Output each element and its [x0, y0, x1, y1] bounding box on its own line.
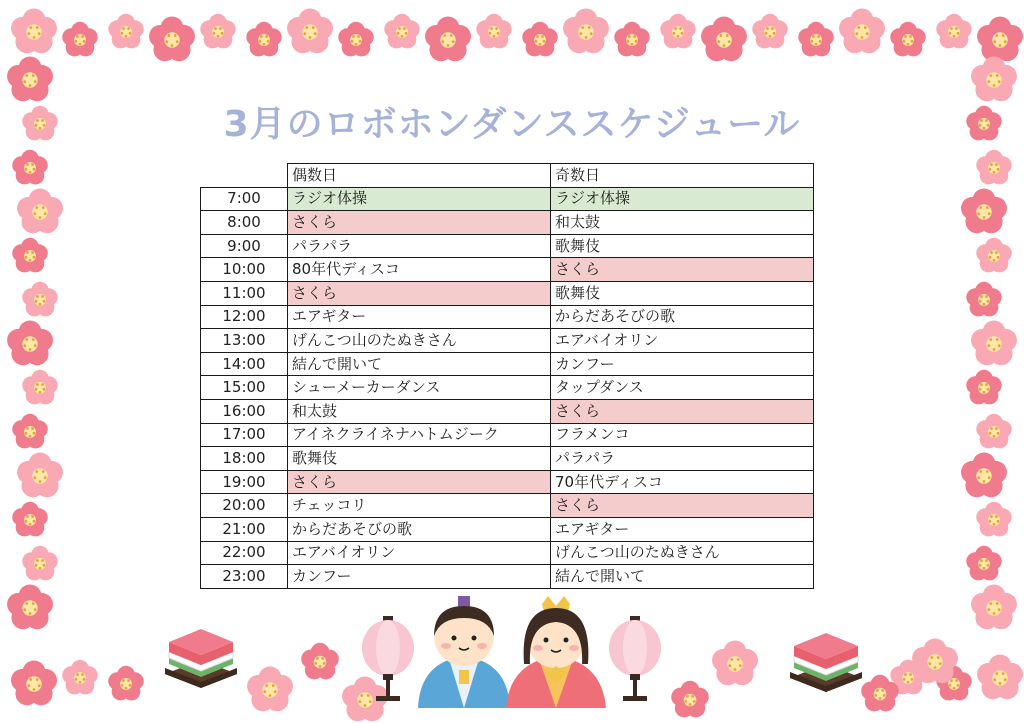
time-cell: 21:00	[201, 517, 288, 541]
odd-day-cell: タップダンス	[551, 376, 814, 400]
header-odd-days: 奇数日	[551, 164, 814, 188]
even-day-cell: エアバイオリン	[288, 541, 551, 565]
even-day-cell: さくら	[288, 281, 551, 305]
table-row	[201, 258, 814, 282]
time-cell: 22:00	[201, 541, 288, 565]
plum-blossom-icon	[701, 16, 747, 61]
plum-blossom-icon	[12, 502, 47, 537]
even-day-cell: さくら	[288, 211, 551, 235]
plum-blossom-icon	[247, 666, 293, 711]
table-row	[201, 565, 814, 589]
plum-blossom-icon	[971, 320, 1017, 365]
table-row	[201, 281, 814, 305]
even-day-cell: 歌舞伎	[288, 447, 551, 471]
time-cell: 20:00	[201, 494, 288, 518]
table-row	[201, 470, 814, 494]
plum-blossom-icon	[522, 22, 557, 57]
plum-blossom-icon	[563, 8, 609, 53]
odd-day-cell: 歌舞伎	[551, 281, 814, 305]
time-cell: 23:00	[201, 565, 288, 589]
plum-blossom-icon	[108, 666, 143, 701]
plum-blossom-icon	[384, 14, 419, 49]
time-cell: 19:00	[201, 470, 288, 494]
time-cell: 9:00	[201, 234, 288, 258]
plum-blossom-icon	[966, 546, 1001, 581]
plum-blossom-icon	[839, 8, 885, 53]
plum-blossom-icon	[11, 8, 57, 53]
plum-blossom-icon	[22, 370, 57, 405]
plum-blossom-icon	[890, 22, 925, 57]
even-day-cell: ラジオ体操	[288, 187, 551, 211]
plum-blossom-icon	[200, 14, 235, 49]
table-header-row	[201, 164, 814, 188]
header-time-cell	[201, 164, 288, 188]
even-day-cell: カンフー	[288, 565, 551, 589]
table-row	[201, 517, 814, 541]
plum-blossom-icon	[301, 643, 339, 680]
table-row	[201, 352, 814, 376]
odd-day-cell: からだあそびの歌	[551, 305, 814, 329]
plum-blossom-icon	[22, 546, 57, 581]
odd-day-cell: ラジオ体操	[551, 187, 814, 211]
plum-blossom-icon	[912, 638, 958, 683]
table-row	[201, 211, 814, 235]
odd-day-cell: エアギター	[551, 517, 814, 541]
odd-day-cell: さくら	[551, 399, 814, 423]
odd-day-cell: カンフー	[551, 352, 814, 376]
plum-blossom-icon	[12, 414, 47, 449]
even-day-cell: チェッコリ	[288, 494, 551, 518]
time-cell: 15:00	[201, 376, 288, 400]
plum-blossom-icon	[12, 150, 47, 185]
odd-day-cell: 歌舞伎	[551, 234, 814, 258]
plum-blossom-icon	[660, 14, 695, 49]
plum-blossom-icon	[976, 502, 1011, 537]
plum-blossom-icon	[976, 150, 1011, 185]
plum-blossom-icon	[936, 14, 971, 49]
plum-blossom-icon	[966, 370, 1001, 405]
plum-blossom-icon	[971, 56, 1017, 101]
plum-blossom-icon	[7, 56, 53, 101]
plum-blossom-icon	[614, 22, 649, 57]
plum-blossom-icon	[976, 414, 1011, 449]
plum-blossom-icon	[476, 14, 511, 49]
time-cell: 14:00	[201, 352, 288, 376]
table-row	[201, 329, 814, 353]
page-title: 3月のロボホンダンススケジュール	[223, 104, 801, 145]
plum-blossom-icon	[287, 8, 333, 53]
time-cell: 16:00	[201, 399, 288, 423]
plum-blossom-icon	[7, 320, 53, 365]
table-row	[201, 305, 814, 329]
odd-day-cell: さくら	[551, 494, 814, 518]
plum-blossom-icon	[342, 676, 388, 721]
time-cell: 17:00	[201, 423, 288, 447]
plum-blossom-icon	[7, 584, 53, 629]
odd-day-cell: さくら	[551, 258, 814, 282]
plum-blossom-icon	[961, 188, 1007, 233]
time-cell: 18:00	[201, 447, 288, 471]
odd-day-cell: エアバイオリン	[551, 329, 814, 353]
header-even-days: 偶数日	[288, 164, 551, 188]
table-row	[201, 494, 814, 518]
even-day-cell: シューメーカーダンス	[288, 376, 551, 400]
time-cell: 13:00	[201, 329, 288, 353]
even-day-cell: 結んで開いて	[288, 352, 551, 376]
plum-blossom-icon	[62, 660, 97, 695]
even-day-cell: 和太鼓	[288, 399, 551, 423]
time-cell: 7:00	[201, 187, 288, 211]
plum-blossom-icon	[149, 16, 195, 61]
odd-day-cell: パラパラ	[551, 447, 814, 471]
even-day-cell: さくら	[288, 470, 551, 494]
plum-blossom-icon	[17, 188, 63, 233]
plum-blossom-icon	[12, 238, 47, 273]
even-day-cell: パラパラ	[288, 234, 551, 258]
table-row	[201, 541, 814, 565]
plum-blossom-icon	[62, 22, 97, 57]
time-cell: 11:00	[201, 281, 288, 305]
even-day-cell: げんこつ山のたぬきさん	[288, 329, 551, 353]
odd-day-cell: げんこつ山のたぬきさん	[551, 541, 814, 565]
plum-blossom-icon	[752, 14, 787, 49]
table-row	[201, 447, 814, 471]
plum-blossom-icon	[971, 584, 1017, 629]
time-cell: 8:00	[201, 211, 288, 235]
plum-blossom-icon	[976, 238, 1011, 273]
plum-blossom-icon	[246, 22, 281, 57]
plum-blossom-icon	[977, 16, 1023, 61]
plum-blossom-icon	[22, 282, 57, 317]
table-row	[201, 234, 814, 258]
time-cell: 10:00	[201, 258, 288, 282]
plum-blossom-icon	[977, 654, 1023, 699]
even-day-cell: からだあそびの歌	[288, 517, 551, 541]
schedule-table	[200, 163, 814, 589]
plum-blossom-icon	[11, 660, 57, 705]
plum-blossom-icon	[108, 14, 143, 49]
even-day-cell: アイネクライネナハトムジーク	[288, 423, 551, 447]
plum-blossom-icon	[966, 282, 1001, 317]
plum-blossom-icon	[17, 452, 63, 497]
plum-blossom-icon	[671, 681, 709, 718]
plum-blossom-icon	[798, 22, 833, 57]
odd-day-cell: 結んで開いて	[551, 565, 814, 589]
plum-blossom-icon	[961, 452, 1007, 497]
even-day-cell: エアギター	[288, 305, 551, 329]
table-row	[201, 376, 814, 400]
plum-blossom-icon	[712, 640, 758, 685]
even-day-cell: 80年代ディスコ	[288, 258, 551, 282]
table-row	[201, 187, 814, 211]
odd-day-cell: 和太鼓	[551, 211, 814, 235]
plum-blossom-icon	[425, 16, 471, 61]
plum-blossom-icon	[338, 22, 373, 57]
table-row	[201, 399, 814, 423]
table-row	[201, 423, 814, 447]
odd-day-cell: 70年代ディスコ	[551, 470, 814, 494]
odd-day-cell: フラメンコ	[551, 423, 814, 447]
time-cell: 12:00	[201, 305, 288, 329]
